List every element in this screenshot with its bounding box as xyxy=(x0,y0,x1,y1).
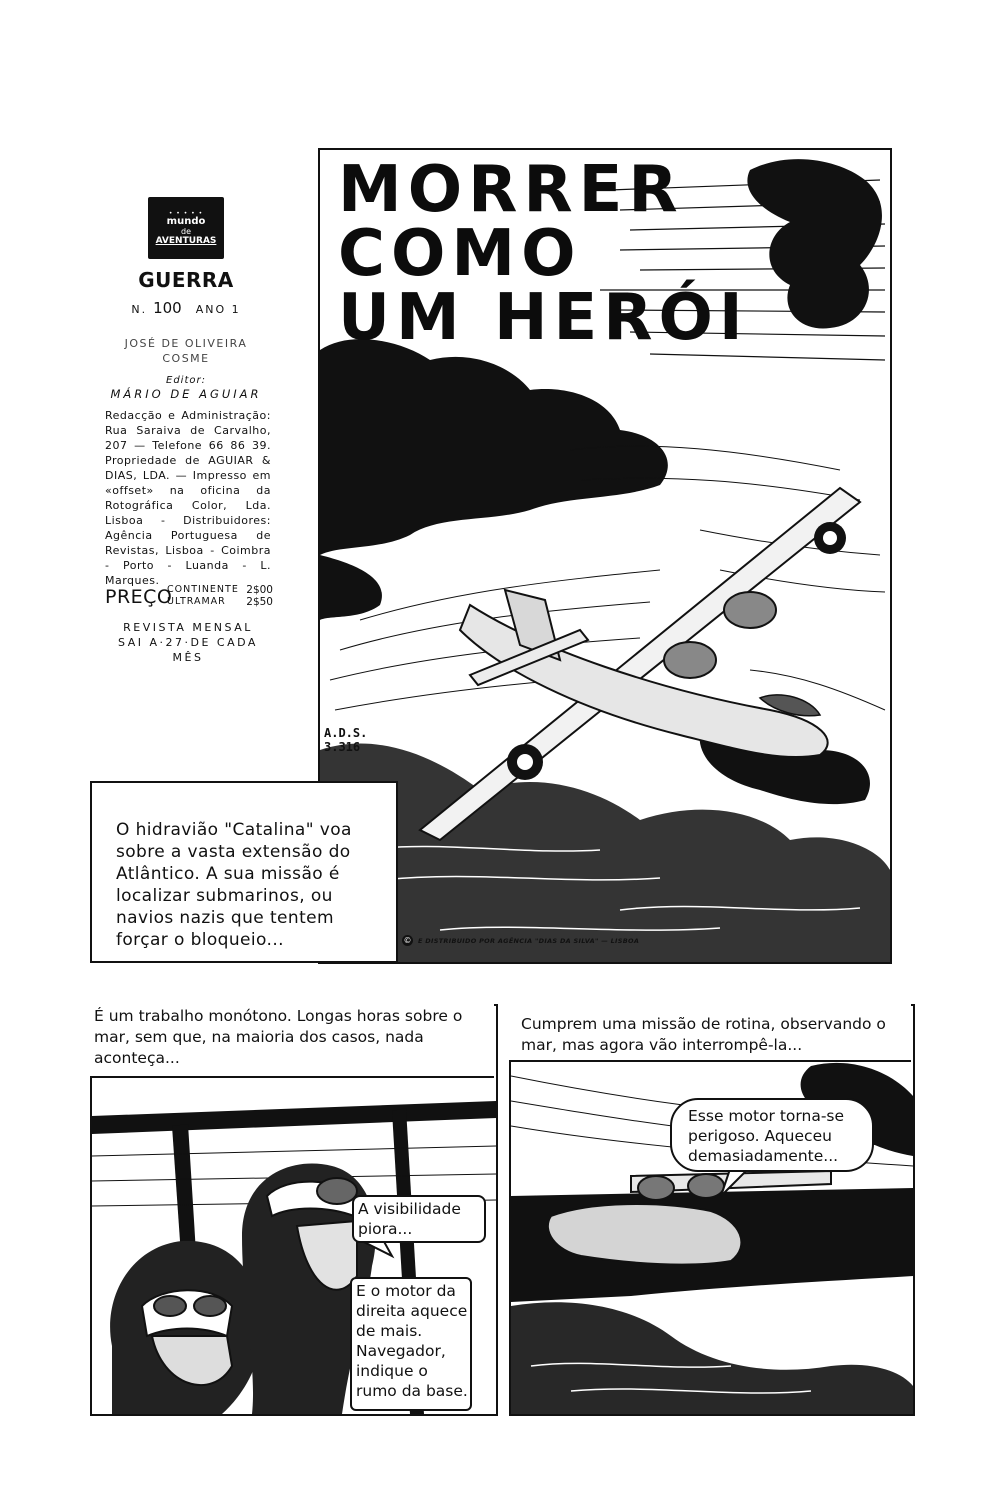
seaplane-caption xyxy=(509,1004,911,1062)
editor-label: Editor: xyxy=(166,375,206,386)
artist-signature xyxy=(324,726,367,754)
balloon-visibility-text: A visibilidade piora... xyxy=(358,1200,461,1238)
seaplane-panel xyxy=(509,1004,915,1416)
price-overseas-value: 2$50 xyxy=(246,596,273,608)
story-title-line-3: UM HERÓI xyxy=(338,281,749,355)
balloon-engine-hot xyxy=(670,1098,874,1172)
director-credit xyxy=(100,336,272,366)
balloon-engine-hot-text: Esse motor torna-se perigoso. Aqueceu demasiadamente... xyxy=(688,1107,845,1165)
year-label: ANO 1 xyxy=(195,303,241,316)
price-overseas xyxy=(167,596,273,607)
copyright-icon: © xyxy=(403,936,412,945)
balloon-engine-right xyxy=(350,1277,472,1411)
distribution-credit: E DISTRIBUIDO POR AGÊNCIA "DIAS DA SILVA" — LISBOA xyxy=(418,937,640,945)
intro-caption xyxy=(90,781,398,963)
balloon-engine-right-text: E o motor da direita aquece de mais. Navegador, indique o rumo da base. xyxy=(356,1282,468,1400)
story-title-line-2: COMO xyxy=(338,217,582,291)
issue-number: 100 xyxy=(153,299,182,317)
seaplane-artwork xyxy=(511,1006,913,1414)
logo-dots: • • • • • xyxy=(168,209,204,217)
balloon-visibility xyxy=(352,1195,486,1243)
seaplane-caption-text: Cumprem uma missão de rotina, observando o mar, mas agora vão interrompê-la... xyxy=(521,1015,886,1054)
story-title-line-1: MORRER xyxy=(338,153,684,227)
director-line-2: COSME xyxy=(162,352,210,365)
signature-line-1: A.D.S. xyxy=(324,726,368,740)
logo-line-3: AVENTURAS xyxy=(155,235,217,246)
publisher-logo xyxy=(148,197,224,259)
monthly-notice xyxy=(108,620,268,665)
series-title: GUERRA xyxy=(138,268,234,292)
price-continent-label: CONTINENTE xyxy=(167,584,239,595)
editor-name: MÁRIO DE AGUIAR xyxy=(110,387,262,401)
monthly-line-3: MÊS xyxy=(172,651,204,664)
logo-line-1: mundo xyxy=(166,215,206,227)
monthly-line-2: SAI A·27·DE CADA xyxy=(118,636,258,649)
monthly-line-1: REVISTA MENSAL xyxy=(123,621,253,634)
director-line-1: JOSÉ DE OLIVEIRA xyxy=(124,337,248,350)
signature-line-2: 3.316 xyxy=(324,740,361,754)
logo-line-2: de xyxy=(181,226,191,236)
splash-panel xyxy=(318,148,892,964)
price-block xyxy=(105,584,273,612)
issue-line xyxy=(100,299,272,317)
intro-caption-text: O hidravião "Catalina" voa sobre a vasta extensão do Atlântico. A sua missão é localizar submarinos, ou navios nazis que tentem forçar o bloqueio... xyxy=(116,820,352,950)
cockpit-caption-text: É um trabalho monótono. Longas horas sobre o mar, sem que, na maioria dos casos, nada aconteça... xyxy=(94,1007,463,1067)
price-continent xyxy=(167,584,273,595)
price-continent-value: 2$00 xyxy=(246,584,273,596)
price-label: PREÇO xyxy=(105,586,173,608)
issue-prefix: N. xyxy=(131,303,148,316)
price-overseas-label: ULTRAMAR xyxy=(167,596,226,607)
administration-text: Redacção e Administração: Rua Saraiva de Carvalho, 207 — Telefone 66 86 39. Propriedade de AGUIAR & DIAS, LDA. — Impresso em «offset» na oficina da Rotográfica Color, Lda. Lisboa - Distribuidores: Agência Portuguesa de Revistas, Lisboa - Coimbra - Porto - Luanda - L. Marques. xyxy=(105,409,271,587)
cockpit-caption xyxy=(90,1004,494,1078)
